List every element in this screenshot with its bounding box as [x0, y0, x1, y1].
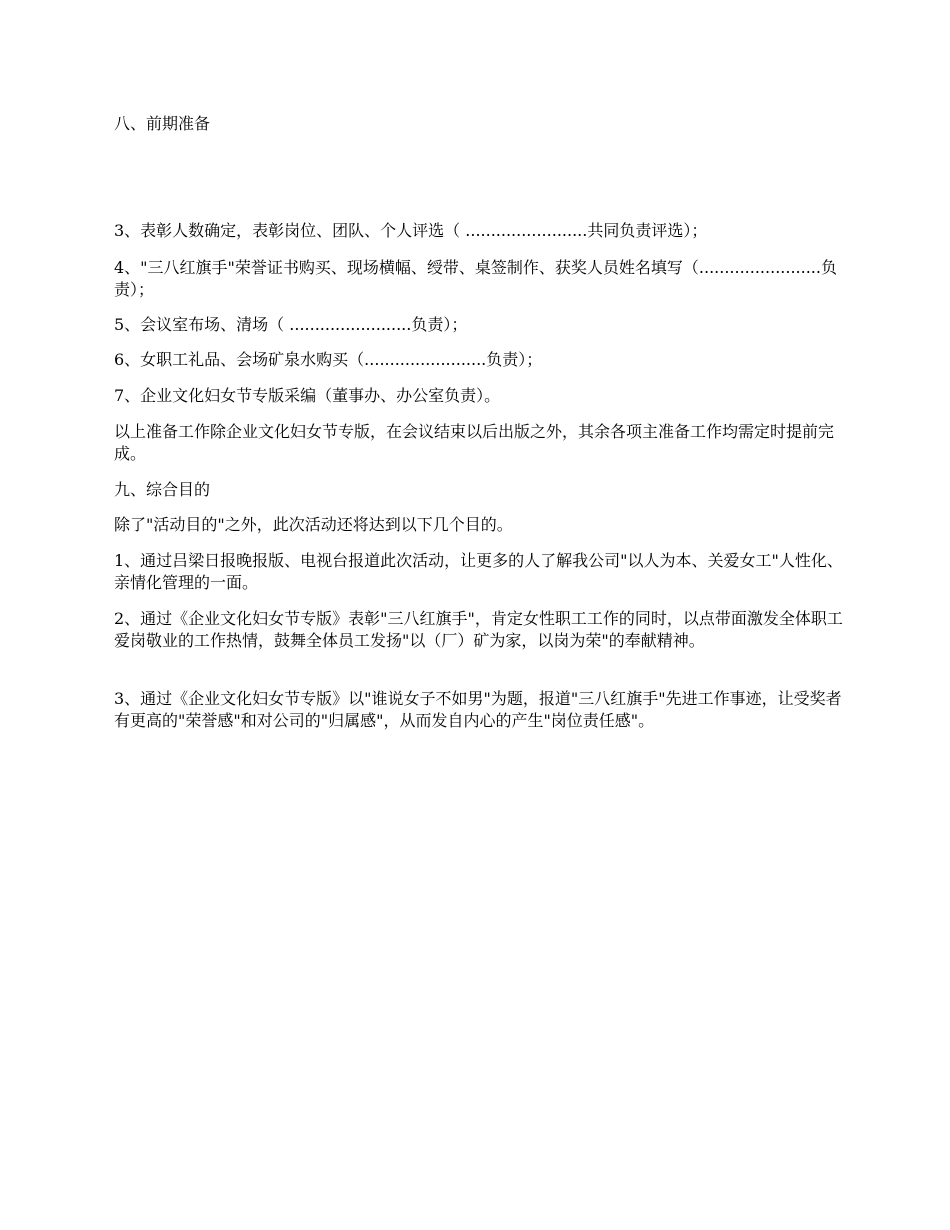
- section-8-heading: 八、前期准备: [114, 114, 211, 133]
- section-9-intro: 除了"活动目的"之外，此次活动还将达到以下几个目的。: [114, 515, 513, 534]
- purpose-2: 2、通过《企业文化妇女节专版》表彰"三八红旗手"，肯定女性职工工作的同时，以点带面激发全体职工爱岗敬业的工作热情，鼓舞全体员工发扬"以（厂）矿为家，以岗为荣"的奉献精神。: [114, 609, 843, 650]
- prep-item-7: 7、企业文化妇女节专版采编（董事办、办公室负责）。: [114, 386, 501, 405]
- section-9-heading: 九、综合目的: [114, 480, 211, 499]
- prep-item-5: 5、会议室布场、清场（ ........................负责）；: [114, 315, 468, 334]
- prep-item-4: 4、"三八红旗手"荣誉证书购买、现场横幅、绶带、桌签制作、获奖人员姓名填写（........................负责）；: [114, 258, 837, 299]
- prep-note: 以上准备工作除企业文化妇女节专版，在会议结束以后出版之外，其余各项主准备工作均需定时提前完成。: [114, 422, 835, 463]
- purpose-1: 1、通过吕梁日报晚报版、电视台报道此次活动，让更多的人了解我公司"以人为本、关爱女工"人性化、亲情化管理的一面。: [114, 551, 843, 592]
- prep-item-6: 6、女职工礼品、会场矿泉水购买（........................负责）；: [114, 350, 543, 369]
- purpose-3: 3、通过《企业文化妇女节专版》以"谁说女子不如男"为题，报道"三八红旗手"先进工作事迹，让受奖者有更高的"荣誉感"和对公司的"归属感"，从而发自内心的产生"岗位责任感"。: [114, 689, 842, 730]
- prep-item-3: 3、表彰人数确定，表彰岗位、团队、个人评选（ ........................共同负责评选）；: [114, 221, 708, 240]
